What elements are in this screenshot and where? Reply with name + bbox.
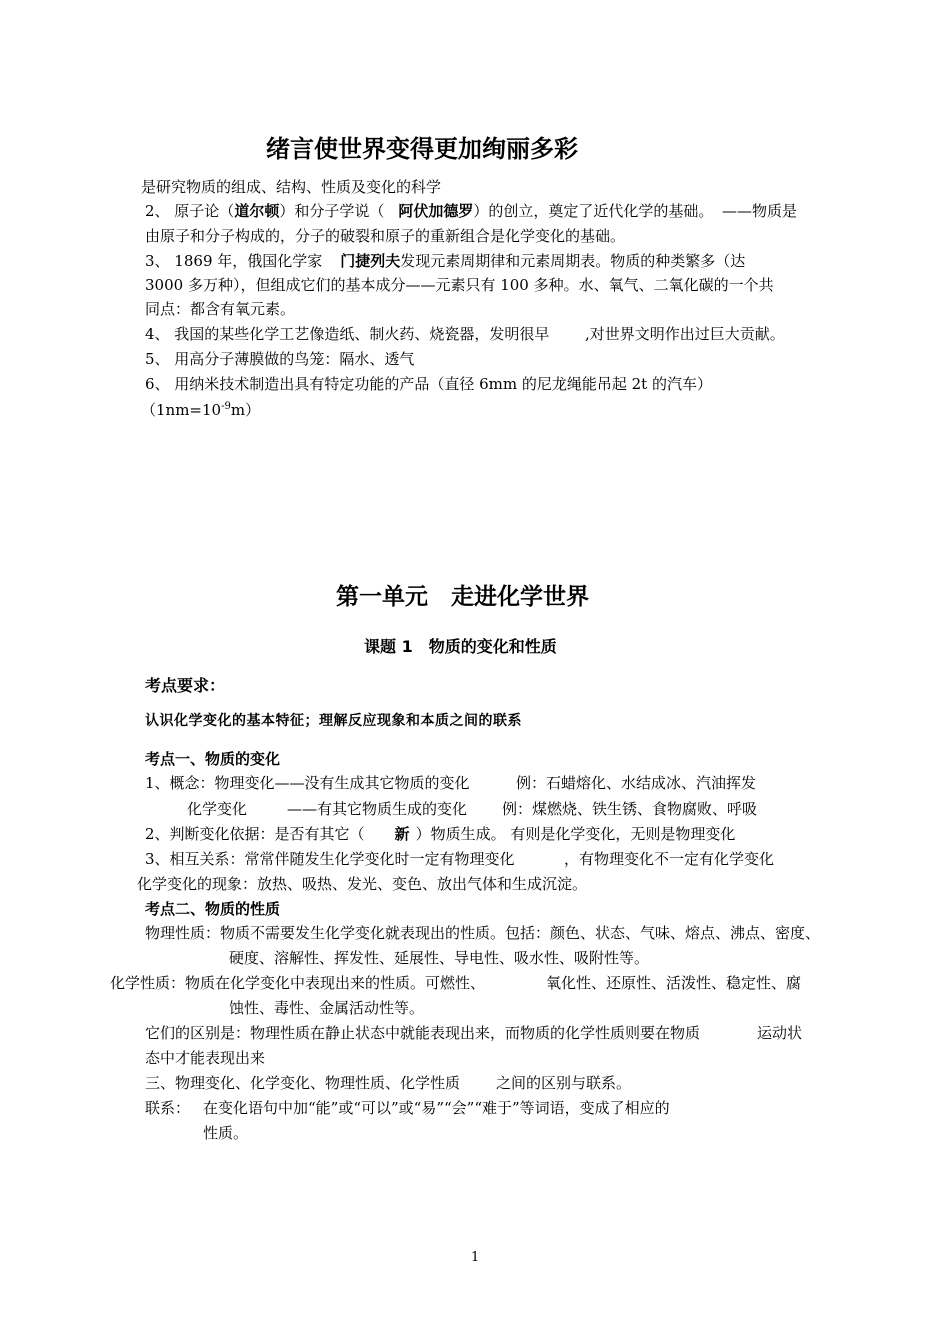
kp2-line-4: 蚀性、毒性、金属活动性等。 xyxy=(229,999,425,1017)
kp2-line-3a: 化学性质：物质在化学变化中表现出来的性质。可燃性、 xyxy=(110,974,486,992)
intro-line-2: 2、 原子论（道尔顿）和分子学说（ 阿伏加德罗）的创立，奠定了近代化学的基础。 xyxy=(145,202,714,220)
unit-title: 第一单元 走进化学世界 xyxy=(336,584,589,610)
lesson-title: 课题 1 物质的变化和性质 xyxy=(364,637,557,656)
kp1-line-4a: 3、相互关系：常常伴随发生化学变化时一定有物理变化 xyxy=(145,850,515,868)
kp1-line-1a: 1、概念：物理变化——没有生成其它物质的变化 xyxy=(145,774,470,792)
kp2-line-3b: 氧化性、还原性、活泼性、稳定性、腐 xyxy=(546,974,802,992)
requirement-text: 认识化学变化的基本特征；理解反应现象和本质之间的联系 xyxy=(145,713,522,729)
kp2-line-2: 硬度、溶解性、挥发性、延展性、导电性、吸水性、吸附性等。 xyxy=(229,949,650,967)
kp3-line-2b: 在变化语句中加“能”或“可以”或“易”“会”“难于”等词语，变成了相应的 xyxy=(203,1099,670,1117)
intro-line-9: 6、 用纳米技术制造出具有特定功能的产品（直径 6mm 的尼龙绳能吊起 2t 的汽车） xyxy=(145,375,712,393)
kp3-line-1a: 三、物理变化、化学变化、物理性质、化学性质 xyxy=(145,1074,461,1092)
requirement-label: 考点要求： xyxy=(145,676,226,695)
kp1-line-2b: ——有其它物质生成的变化 xyxy=(287,800,468,818)
intro-line-6: 同点：都含有氧元素。 xyxy=(145,300,296,318)
name-mendeleev: 门捷列夫 xyxy=(340,252,401,270)
kp3-line-3: 性质。 xyxy=(203,1124,249,1142)
name-dalton: 道尔顿 xyxy=(234,202,280,220)
kp1-line-2a: 化学变化 xyxy=(187,800,248,818)
kp2-line-6: 态中才能表现出来 xyxy=(145,1049,266,1067)
kp3-line-2a: 联系： xyxy=(145,1099,191,1117)
intro-line-7b: ,对世界文明作出过巨大贡献。 xyxy=(585,325,785,343)
intro-line-8: 5、 用高分子薄膜做的鸟笼：隔水、透气 xyxy=(145,350,415,368)
intro-line-2-tail: ——物质是 xyxy=(722,202,798,220)
intro-line-7a: 4、 我国的某些化学工艺像造纸、制火药、烧瓷器，发明很早 xyxy=(145,325,550,343)
kp2-title: 考点二、物质的性质 xyxy=(145,900,281,918)
kp3-line-1b: 之间的区别与联系。 xyxy=(496,1074,632,1092)
kp1-line-5: 化学变化的现象：放热、吸热、发光、变色、放出气体和生成沉淀。 xyxy=(137,875,588,893)
intro-line-4: 3、 1869 年，俄国化学家 门捷列夫发现元素周期律和元素周期表。物质的种类繁多（达 xyxy=(145,252,746,270)
kp1-title: 考点一、物质的变化 xyxy=(145,750,281,768)
page-number: 1 xyxy=(471,1250,480,1265)
intro-title: 绪言使世界变得更加绚丽多彩 xyxy=(266,135,578,163)
kp2-line-1: 物理性质：物质不需要发生化学变化就表现出的性质。包括：颜色、状态、气味、熔点、沸点、密度、 xyxy=(145,924,821,942)
name-avogadro: 阿伏加德罗 xyxy=(398,202,474,220)
kp1-line-4b: ，有物理变化不一定有化学变化 xyxy=(564,850,775,868)
kp2-line-5a: 它们的区别是：物理性质在静止状态中就能表现出来，而物质的化学性质则要在物质 xyxy=(145,1024,701,1042)
intro-line-3: 由原子和分子构成的，分子的破裂和原子的重新组合是化学变化的基础。 xyxy=(145,227,626,245)
intro-line-1: 是研究物质的组成、结构、性质及变化的科学 xyxy=(141,178,442,196)
intro-line-10: $(1nm=10^{-9}m)$ xyxy=(141,401,261,419)
intro-line-5: 3000 多万种），但组成它们的基本成分——元素只有 100 多种。水、氧气、二氧化碳的一个共 xyxy=(145,276,774,294)
kp1-line-1b: 例：石蜡熔化、水结成冰、汽油挥发 xyxy=(516,774,757,792)
kp1-line-3: 2、判断变化依据：是否有其它（ 新 ）物质生成。 有则是化学变化，无则是物理变化 xyxy=(145,825,736,843)
kp1-line-2c: 例：煤燃烧、铁生锈、食物腐败、呼吸 xyxy=(502,800,758,818)
kp2-line-5b: 运动状 xyxy=(757,1024,803,1042)
